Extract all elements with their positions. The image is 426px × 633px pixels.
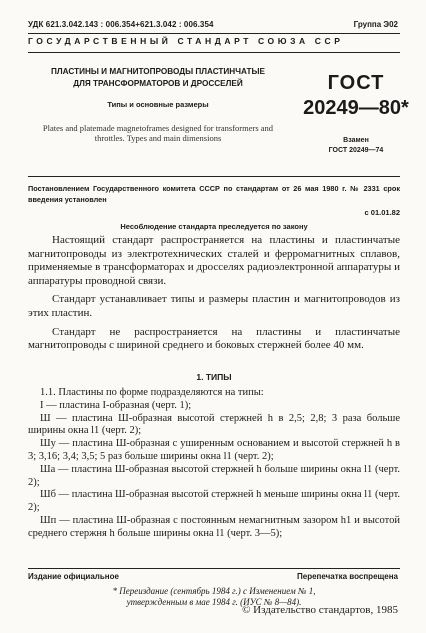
footer-rule bbox=[28, 568, 400, 569]
title-line-2: ДЛЯ ТРАНСФОРМАТОРОВ И ДРОССЕЛЕЙ bbox=[73, 79, 243, 88]
types-item: I — пластина I-образная (черт. 1); bbox=[40, 399, 192, 411]
replacement-info bbox=[296, 136, 416, 156]
violation-note: Несоблюдение стандарта преследуется по закону bbox=[120, 222, 308, 231]
header-rule-top bbox=[28, 33, 400, 34]
intro-paragraph: Настоящий стандарт распространяется на пластины и пластинчатые магнитопроводы из электротехнических сталей и ферромагнитных сплавов, применяемые в трансформаторах и дросселях радиоэлектронной аппаратуры и аппаратуры проводной связи. bbox=[28, 234, 400, 287]
official-edition-label: Издание официальное bbox=[28, 572, 119, 581]
types-item: 1.1. Пластины по форме подразделяются на типы: bbox=[40, 387, 264, 398]
reissue-note-line-2: утвержденным в мае 1984 г. (ИУС № 8—84). bbox=[126, 596, 302, 607]
types-item: Ш — пластина Ш-образная высотой стержней h в 2,5; 2,8; 3 раза больше ширины окна l1 (черт. 2); bbox=[28, 412, 400, 437]
types-list bbox=[28, 387, 400, 541]
intro-paragraph: Стандарт устанавливает типы и размеры пластин и магнитопроводов из этих пластин. bbox=[28, 293, 400, 319]
introduction-date: с 01.01.82 bbox=[364, 208, 400, 217]
replace-value: ГОСТ 20249—74 bbox=[328, 147, 384, 154]
document-subtitle: Типы и основные размеры bbox=[107, 100, 209, 109]
copyright: © Издательство стандартов, 1985 bbox=[242, 604, 398, 616]
types-item: Шп — пластина Ш-образная с постоянным немагнитным зазором h1 и высотой среднего стержня h больше ширины окна l1 (черт. 3—5); bbox=[28, 514, 400, 539]
gost-label: ГОСТ bbox=[327, 72, 385, 94]
header-rule-bottom bbox=[28, 52, 400, 53]
reprint-forbidden-label: Перепечатка воспрещена bbox=[297, 572, 398, 581]
udk-code: УДК 621.3.042.143 : 006.354+621.3.042 : 006.354 bbox=[28, 20, 214, 29]
replace-label: Взамен bbox=[343, 137, 369, 144]
types-item: Ша — пластина Ш-образная высотой стержней h больше ширины окна l1 (черт. 2); bbox=[28, 463, 400, 488]
gost-designation bbox=[296, 72, 416, 120]
reissue-note-line-1: * Переиздание (сентябрь 1984 г.) с Изменением № 1, bbox=[112, 586, 316, 596]
state-standard-header: ГОСУДАРСТВЕННЫЙ СТАНДАРТ СОЮЗА ССР bbox=[28, 36, 344, 46]
intro-body bbox=[28, 234, 400, 358]
english-title: Plates and platemade magnetoframes designed for transformers and throttles. Types and main dimensions bbox=[42, 123, 274, 143]
types-item: Шб — пластина Ш-образная высотой стержней h меньше ширины окна l1 (черт. 2); bbox=[28, 489, 400, 514]
group-code: Группа Э02 bbox=[353, 20, 398, 29]
document-title bbox=[40, 66, 276, 90]
types-item: Шу — пластина Ш-образная с уширенным основанием и высотой стержней h в 3; 3,16; 3,4; 3,5; 5 раз больше ширины окна l1 (черт. 2); bbox=[28, 438, 400, 462]
section-heading: 1. ТИПЫ bbox=[196, 372, 232, 382]
intro-paragraph: Стандарт не распространяется на пластины и пластинчатые магнитопроводы с шириной среднего и боковых стержней более 40 мм. bbox=[28, 325, 400, 352]
gost-number: 20249—80* bbox=[303, 97, 409, 119]
decree-rule bbox=[28, 176, 400, 177]
title-line-1: ПЛАСТИНЫ И МАГНИТОПРОВОДЫ ПЛАСТИНЧАТЫЕ bbox=[51, 67, 265, 76]
decree-text: Постановлением Государственного комитета СССР по стандартам от 26 мая 1980 г. № 2331 срок введения установлен bbox=[28, 184, 400, 204]
